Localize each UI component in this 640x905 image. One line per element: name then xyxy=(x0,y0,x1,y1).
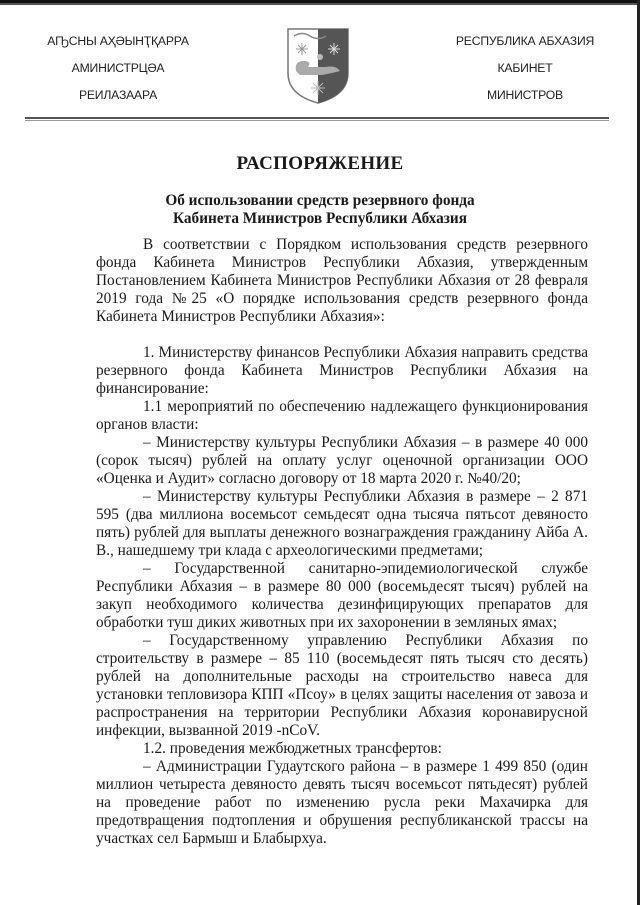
document-title: РАСПОРЯЖЕНИЕ xyxy=(236,153,404,174)
header-abkhaz-line: АҦСНЫ АҲӘЫНҬҚАРРА xyxy=(47,34,189,48)
scan-border-top xyxy=(0,0,640,5)
header-abkhaz xyxy=(18,28,218,109)
coat-of-arms-icon xyxy=(286,27,350,105)
header-abkhaz-line: АМИНИСТРЦӘА xyxy=(71,61,165,75)
list-item: – Государственной санитарно-эпидемиологической службе Республики Абхазия – в размере 80 000 (восемьдесят тысяч) рублей на закуп необходимого количества дезинфицирующих препаратов для обработки туш диких животных при их захоронении в земляных ямах; xyxy=(96,560,588,631)
clause-1-2: 1.2. проведения межбюджетных трансфертов: xyxy=(143,740,442,757)
star-icon xyxy=(311,81,325,95)
list-item: – Администрации Гудаутского района – в размере 1 499 850 (один миллион четыреста девяносто девять тысяч восемьсот пятьдесят) рублей на проведение работ по изменению русла реки Махачирка для предотвращения подтопления и обрушения республиканской трассы на участках сел Бармыш и Блабырхуа. xyxy=(96,758,588,847)
header-russian-line: МИНИСТРОВ xyxy=(487,88,563,102)
preamble-paragraph: В соответствии с Порядком использования средств резервного фонда Кабинета Министров Республики Абхазия, утвержденным Постановлением Кабинета Министров Республики Абхазия от 28 февраля 2019 года №25 «О порядке использования средств резервного фонда Кабинета Министров Республики Абхазия»: xyxy=(96,236,588,325)
clause-1-1: 1.1 мероприятий по обеспечению надлежащего функционирования органов власти: xyxy=(96,398,588,433)
list-item: – Министерству культуры Республики Абхазия в размере – 2 871 595 (два миллиона восемьсот семьдесят одна тысяча пятьсот девяносто пять) рублей для выплаты денежного вознаграждения гражданину Айба А. В., нашедшему три клада с археологическими предметами; xyxy=(96,488,588,559)
header-russian-line: РЕСПУБЛИКА АБХАЗИЯ xyxy=(455,34,595,48)
header-russian xyxy=(425,28,625,109)
clause-1: 1. Министерству финансов Республики Абхазия направить средства резервного фонда Кабинета Министров Республики Абхазия на финансирование: xyxy=(96,344,588,397)
document-body xyxy=(96,236,588,848)
subtitle-line: Кабинета Министров Республики Абхазия xyxy=(173,210,467,227)
document-subtitle xyxy=(0,192,640,228)
subtitle-line: Об использовании средств резервного фонда xyxy=(165,192,475,209)
header-divider xyxy=(25,117,609,121)
header-abkhaz-line: РЕИЛАЗААРА xyxy=(78,88,158,102)
list-item: – Государственному управлению Республики Абхазия по строительству в размере – 85 110 (восемьдесят пять тысяч сто десять) рублей на дополнительные расходы на строительство навеса для установки тепловизора КПП «Псоу» в целях защиты населения от завоза и распространения на территории Республики Абхазия коронавирусной инфекции, вызванной 2019 -nCoV. xyxy=(96,632,588,739)
header-russian-line: КАБИНЕТ xyxy=(497,61,553,75)
list-item: – Министерству культуры Республики Абхазия – в размере 40 000 (сорок тысяч) рублей на оплату услуг оценочной организации ООО «Оценка и Аудит» согласно договору от 18 марта 2020 г. №40/20; xyxy=(96,434,588,487)
